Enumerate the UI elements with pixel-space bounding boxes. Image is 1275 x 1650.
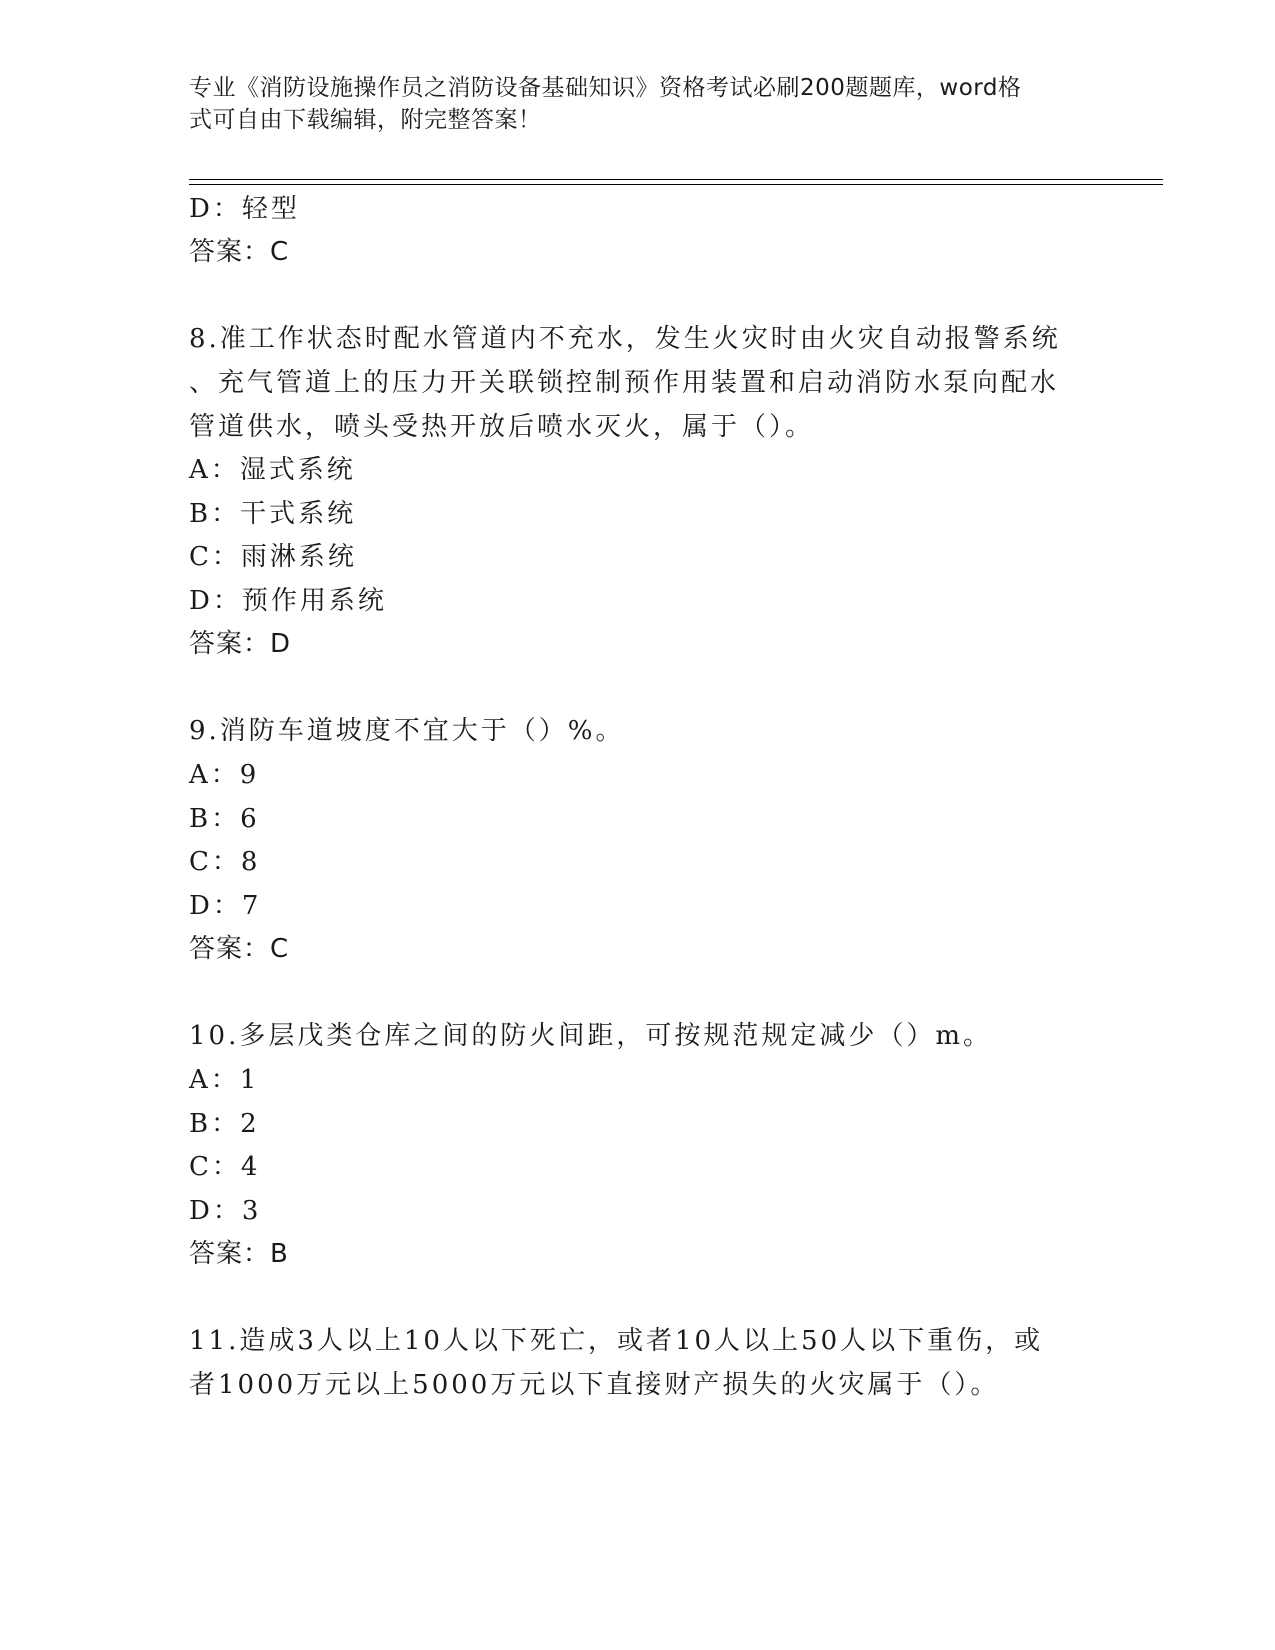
q8-stem-line-2: 、充气管道上的压力开关联锁控制预作用装置和启动消防水泵向配水 — [189, 368, 1060, 398]
q9-option-d: D：7 — [189, 891, 262, 921]
q10-option-d: D：3 — [189, 1196, 262, 1226]
q11-stem-line-1: 11.造成3人以上10人以下死亡，或者10人以上50人以下重伤，或 — [189, 1326, 1044, 1356]
q8-option-d: D：预作用系统 — [189, 586, 387, 616]
document-header — [189, 72, 1089, 136]
q10-option-a: A：1 — [189, 1065, 260, 1095]
q10-stem-line-1: 10.多层戊类仓库之间的防火间距，可按规范规定减少（）m。 — [189, 1021, 993, 1051]
header-line-1: 专业《消防设施操作员之消防设备基础知识》资格考试必刷200题题库，word格 — [189, 75, 1022, 101]
q10-option-b: B：2 — [189, 1109, 260, 1139]
header-divider-bottom — [189, 184, 1163, 185]
q9-option-a: A：9 — [189, 760, 260, 790]
q8-option-c: C：雨淋系统 — [189, 542, 357, 572]
q9-option-c: C：8 — [189, 847, 261, 877]
q10-option-c: C：4 — [189, 1152, 261, 1182]
q8-answer: 答案：D — [189, 629, 292, 659]
header-line-2: 式可自由下载编辑，附完整答案！ — [189, 107, 542, 133]
q8-stem-line-3: 管道供水，喷头受热开放后喷水灭火，属于（）。 — [189, 412, 815, 442]
prev-answer: 答案：C — [189, 237, 290, 267]
prev-option-d: D：轻型 — [189, 194, 300, 224]
q11-stem-line-2: 者1000万元以上5000万元以下直接财产损失的火灾属于（）。 — [189, 1370, 1000, 1400]
q9-stem-line-1: 9.消防车道坡度不宜大于（）%。 — [189, 716, 625, 746]
q10-answer: 答案：B — [189, 1239, 289, 1269]
q8-option-a: A：湿式系统 — [189, 455, 356, 485]
q9-option-b: B：6 — [189, 804, 260, 834]
q8-option-b: B：干式系统 — [189, 499, 357, 529]
q9-answer: 答案：C — [189, 934, 290, 964]
header-divider-top — [189, 179, 1163, 180]
q8-stem-line-1: 8.准工作状态时配水管道内不充水，发生火灾时由火灾自动报警系统 — [189, 324, 1061, 354]
